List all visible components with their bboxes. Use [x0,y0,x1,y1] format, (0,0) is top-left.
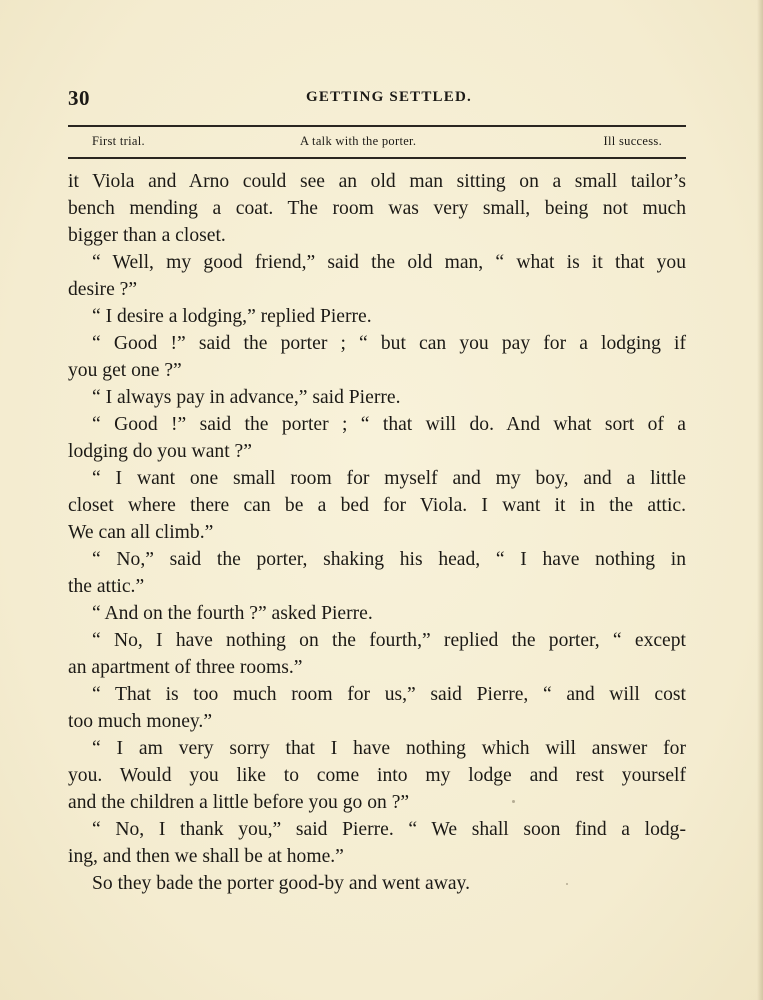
paper-speck [566,883,568,885]
header-rule-top [68,125,686,127]
header-rule-bottom [68,157,686,159]
page-number: 30 [68,86,90,110]
text-line: and the children a little before you go on ?” [68,792,410,813]
running-head [68,86,688,116]
text-line: ing, and then we shall be at home.” [68,846,344,867]
body-text [68,168,686,897]
text-line: “ I want one small room for myself and my boy, and a little [92,468,686,489]
text-line: desire ?” [68,279,138,300]
page-edge-shadow [757,0,763,1000]
text-line: you get one ?” [68,360,182,381]
text-line: “ Well, my good friend,” said the old man, “ what is it that you [92,252,686,273]
text-line: “ Good !” said the porter ; “ but can you pay for a lodging if [92,333,686,354]
text-line: We can all climb.” [68,522,214,543]
text-line: “ Good !” said the porter ; “ that will do. And what sort of a [92,414,686,435]
paper-speck [512,800,515,803]
synopsis-left: First trial. [92,134,145,148]
text-line: “ No, I have nothing on the fourth,” replied the porter, “ except [92,630,686,651]
text-line: “ No, I thank you,” said Pierre. “ We shall soon find a lodg- [92,819,686,840]
text-line: closet where there can be a bed for Viola. I want it in the attic. [68,495,686,516]
text-line: you. Would you like to come into my lodge and rest yourself [68,765,686,786]
text-line: an apartment of three rooms.” [68,657,303,678]
text-line: too much money.” [68,711,213,732]
synopsis-center: A talk with the porter. [300,134,417,148]
page-heading: GETTING SETTLED. [306,89,472,105]
text-line: So they bade the porter good-by and went away. [92,873,470,894]
text-line: “ I always pay in advance,” said Pierre. [92,387,401,408]
text-line: “ I desire a lodging,” replied Pierre. [92,306,372,327]
text-line: “ I am very sorry that I have nothing which will answer for [92,738,686,759]
text-line: lodging do you want ?” [68,441,252,462]
text-line: it Viola and Arno could see an old man sitting on a small tailor’s [68,171,686,192]
text-line: bench mending a coat. The room was very small, being not much [68,198,686,219]
text-line: bigger than a closet. [68,225,226,246]
text-line: the attic.” [68,576,145,597]
synopsis-right: Ill success. [603,134,662,148]
chapter-synopsis [92,134,662,152]
text-line: “ That is too much room for us,” said Pierre, “ and will cost [92,684,686,705]
text-line: “ And on the fourth ?” asked Pierre. [92,603,373,624]
text-line: “ No,” said the porter, shaking his head, “ I have nothing in [92,549,686,570]
